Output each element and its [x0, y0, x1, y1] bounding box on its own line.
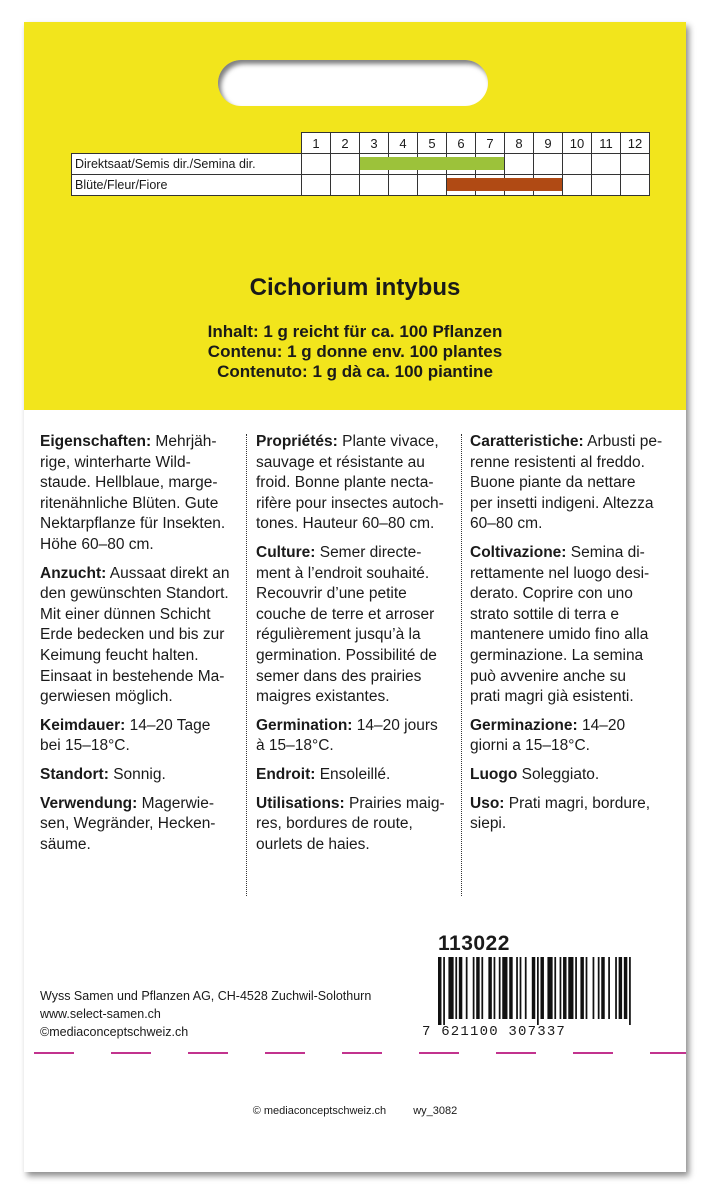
text-line	[40, 646, 252, 667]
section-text: Arbusti pe-	[583, 433, 663, 450]
company-address	[40, 987, 371, 1041]
text-line	[470, 814, 680, 835]
text-line	[470, 687, 680, 708]
section-text: Magerwie-	[137, 794, 214, 812]
section-text: sauvage et résistante au	[256, 453, 425, 471]
section-text: tones. Hauteur 60–80 cm.	[256, 515, 435, 533]
section-text: può avvenire anche su	[470, 667, 626, 685]
text-column-fr	[256, 432, 460, 863]
calendar-cell	[418, 175, 447, 196]
sowing-period-bar	[417, 157, 447, 170]
barcode-bar	[438, 957, 441, 1025]
section-text: Erde bedecken und bis zur	[40, 626, 225, 644]
section-text: Recouvrir d’une petite	[256, 585, 407, 603]
text-line	[40, 716, 252, 737]
company-name: Wyss Samen und Pflanzen AG, CH-4528 Zuchwil-Solothurn	[40, 989, 372, 1003]
sowing-calendar	[71, 132, 650, 196]
cut-dash	[419, 1052, 459, 1054]
barcode-bar	[488, 957, 491, 1019]
column-divider	[461, 434, 462, 896]
text-line	[256, 646, 460, 667]
text-line	[470, 432, 680, 453]
section-heading: Coltivazione:	[470, 543, 567, 561]
cut-dash	[496, 1052, 536, 1054]
cut-dash	[188, 1052, 228, 1054]
cut-dash	[111, 1052, 151, 1054]
calendar-cell	[447, 154, 476, 175]
section-text: Plante vivace,	[337, 433, 439, 450]
section-text: froid. Bonne plante necta-	[256, 474, 434, 492]
barcode	[438, 957, 636, 1025]
barcode-bar	[473, 957, 475, 1019]
calendar-cell	[505, 154, 534, 175]
section-text: ment à l’endroit souhaité.	[256, 564, 430, 582]
calendar-cell	[331, 175, 360, 196]
barcode-bar	[459, 957, 462, 1019]
section-text: ritenähnliche Blüten. Gute	[40, 494, 219, 512]
calendar-cell	[418, 154, 447, 175]
barcode-bar	[575, 957, 577, 1019]
flowering-period-bar	[447, 178, 476, 191]
section-text: mantenere umido fino alla	[470, 626, 649, 644]
footer-code: wy_3082	[413, 1105, 458, 1117]
section-heading: Luogo	[470, 765, 518, 783]
section-text: Semer directe-	[315, 543, 422, 561]
calendar-cell	[621, 175, 650, 196]
barcode-bar	[593, 957, 595, 1019]
sowing-period-bar	[475, 157, 504, 170]
text-line	[256, 716, 460, 737]
text-line	[40, 494, 252, 515]
text-line	[256, 473, 460, 494]
text-line	[256, 794, 460, 815]
section-text: per insetti indigeni. Altezza	[470, 494, 654, 512]
barcode-bar	[598, 957, 600, 1019]
text-line	[40, 584, 252, 605]
company-copyright: ©mediaconceptschweiz.ch	[40, 1025, 189, 1039]
text-column-de	[40, 432, 252, 863]
cut-dash	[34, 1052, 74, 1054]
month-header: 7	[476, 133, 505, 154]
sowing-period-bar	[388, 157, 418, 170]
article-number: 113022	[438, 932, 510, 955]
text-line	[470, 543, 680, 564]
yellow-header	[24, 22, 686, 410]
section-text: ourlets de haies.	[256, 835, 370, 853]
calendar-cell	[621, 154, 650, 175]
calendar-cell	[447, 175, 476, 196]
text-line	[256, 736, 460, 757]
section-text: säume.	[40, 835, 91, 853]
text-line	[256, 432, 460, 453]
section-text: rifère pour insectes autoch-	[256, 494, 444, 512]
section-heading: Germinazione:	[470, 716, 578, 734]
text-line	[470, 667, 680, 688]
barcode-bar	[443, 957, 445, 1025]
calendar-cell	[360, 175, 389, 196]
text-line	[470, 646, 680, 667]
barcode-bar	[532, 957, 535, 1019]
calendar-corner	[72, 133, 302, 154]
section-heading: Keimdauer:	[40, 716, 126, 734]
section-text: Semina di-	[566, 543, 645, 561]
month-header: 5	[418, 133, 447, 154]
barcode-bar	[554, 957, 556, 1019]
barcode-bar	[540, 957, 543, 1019]
barcode-bar	[509, 957, 512, 1019]
section-heading: Anzucht:	[40, 564, 107, 582]
month-header: 11	[592, 133, 621, 154]
month-header: 12	[621, 133, 650, 154]
barcode-bar	[619, 957, 622, 1019]
section-text: bei 15–18°C.	[40, 737, 130, 755]
section-text: Prati magri, bordure,	[504, 794, 651, 812]
section-heading: Caratteristiche:	[470, 433, 584, 450]
barcode-bar	[563, 957, 566, 1019]
section-text: giorni a 15–18°C.	[470, 737, 590, 755]
section-heading: Uso:	[470, 794, 505, 812]
text-line	[40, 535, 252, 556]
section-text: Buone piante da nettare	[470, 474, 636, 492]
barcode-bar	[476, 957, 479, 1019]
barcode-bar	[455, 957, 457, 1019]
text-line	[470, 564, 680, 585]
section-text: gerwiesen möglich.	[40, 688, 173, 706]
barcode-bar	[547, 957, 552, 1019]
cut-dash	[265, 1052, 305, 1054]
section-text: Einsaat in bestehende Ma-	[40, 667, 225, 685]
section-text: Prairies maig-	[344, 794, 445, 812]
section-text: germination. Possibilité de	[256, 646, 437, 664]
section-text: derato. Coprire con uno	[470, 585, 633, 603]
section-heading: Verwendung:	[40, 794, 138, 812]
section-heading: Propriétés:	[256, 433, 338, 450]
calendar-cell	[331, 154, 360, 175]
text-line	[470, 514, 680, 535]
text-line	[470, 494, 680, 515]
text-line	[470, 794, 680, 815]
section-text: à 15–18°C.	[256, 737, 334, 755]
section-text: rettamente nel luogo desi-	[470, 564, 650, 582]
section-text: maigres existantes.	[256, 688, 390, 706]
text-line	[40, 453, 252, 474]
barcode-bar	[608, 957, 610, 1019]
text-line	[40, 736, 252, 757]
text-line	[470, 453, 680, 474]
calendar-cell	[534, 175, 563, 196]
calendar-cell	[302, 154, 331, 175]
text-line	[470, 625, 680, 646]
text-line	[40, 794, 252, 815]
section-text: 14–20 jours	[352, 716, 438, 734]
text-line	[40, 514, 252, 535]
month-header: 8	[505, 133, 534, 154]
column-divider	[246, 434, 247, 896]
text-line	[256, 667, 460, 688]
section-heading: Standort:	[40, 765, 109, 783]
text-line	[470, 584, 680, 605]
text-line	[256, 765, 460, 786]
section-text: couche de terre et arroser	[256, 605, 435, 623]
section-text: 60–80 cm.	[470, 515, 543, 533]
section-text: Sonnig.	[108, 765, 166, 783]
barcode-bar	[537, 957, 539, 1025]
text-line	[470, 765, 680, 786]
section-text: siepi.	[470, 815, 507, 833]
barcode-bar	[586, 957, 588, 1019]
sowing-period-bar	[360, 157, 389, 170]
calendar-cell	[592, 154, 621, 175]
barcode-bar	[499, 957, 501, 1019]
section-text: 14–20 Tage	[125, 716, 211, 734]
section-text: strato sottile di terra e	[470, 605, 620, 623]
calendar-cell	[389, 175, 418, 196]
barcode-bar	[502, 957, 507, 1019]
text-line	[40, 765, 252, 786]
calendar-cell	[476, 154, 505, 175]
calendar-cell	[360, 154, 389, 175]
calendar-cell	[476, 175, 505, 196]
text-line	[470, 716, 680, 737]
species-title: Cichorium intybus	[249, 274, 461, 301]
barcode-bar	[516, 957, 518, 1019]
section-text: den gewünschten Standort.	[40, 585, 229, 603]
ean-number: 7 621100 307337	[422, 1024, 567, 1040]
text-line	[40, 564, 252, 585]
barcode-bar	[525, 957, 527, 1019]
section-text: Mit einer dünnen Schicht	[40, 605, 211, 623]
calendar-cell	[389, 154, 418, 175]
section-text: Aussaat direkt an	[106, 564, 230, 582]
content-de: Inhalt: 1 g reicht für ca. 100 Pflanzen	[207, 322, 503, 341]
flowering-period-bar	[504, 178, 534, 191]
section-text: staude. Hellblaue, marge-	[40, 474, 218, 492]
section-text: rige, winterharte Wild-	[40, 453, 191, 471]
barcode-bar	[615, 957, 617, 1019]
text-line	[256, 814, 460, 835]
content-fr: Contenu: 1 g donne env. 100 plantes	[207, 342, 503, 361]
month-header: 3	[360, 133, 389, 154]
text-line	[256, 494, 460, 515]
text-line	[256, 605, 460, 626]
section-text: sen, Wegränder, Hecken-	[40, 815, 216, 833]
section-text: 14–20	[577, 716, 626, 734]
section-heading: Culture:	[256, 543, 316, 561]
month-header: 1	[302, 133, 331, 154]
month-header: 10	[563, 133, 592, 154]
barcode-bar	[520, 957, 522, 1019]
flowering-period-bar	[533, 178, 562, 191]
section-text: Höhe 60–80 cm.	[40, 535, 154, 553]
text-column-it	[470, 432, 680, 843]
barcode-bar	[560, 957, 562, 1019]
calendar-cell	[563, 154, 592, 175]
section-text: prati magri già esistenti.	[470, 688, 634, 706]
month-header: 4	[389, 133, 418, 154]
barcode-bar	[601, 957, 604, 1019]
month-header: 9	[534, 133, 563, 154]
cut-dash	[650, 1052, 686, 1054]
section-heading: Endroit:	[256, 765, 316, 783]
barcode-bar	[466, 957, 468, 1019]
text-line	[40, 625, 252, 646]
text-line	[256, 564, 460, 585]
calendar-cell	[505, 175, 534, 196]
text-line	[40, 473, 252, 494]
text-line	[256, 584, 460, 605]
calendar-cell	[534, 154, 563, 175]
text-line	[470, 736, 680, 757]
text-line	[256, 543, 460, 564]
calendar-cell	[302, 175, 331, 196]
month-header: 2	[331, 133, 360, 154]
month-header: 6	[447, 133, 476, 154]
barcode-bar	[624, 957, 627, 1019]
calendar-row-label: Direktsaat/Semis dir./Semina dir.	[72, 154, 302, 175]
text-line	[40, 605, 252, 626]
hang-hole	[218, 60, 488, 106]
footer-copyright: © mediaconceptschweiz.ch	[252, 1105, 387, 1117]
text-line	[256, 687, 460, 708]
barcode-bar	[568, 957, 573, 1019]
section-text: res, bordures de route,	[256, 815, 413, 833]
text-line	[256, 514, 460, 535]
sowing-period-bar	[446, 157, 476, 170]
cut-dash	[573, 1052, 613, 1054]
section-text: Nektarpflanze für Insekten.	[40, 515, 226, 533]
section-text: semer dans des prairies	[256, 667, 422, 685]
text-line	[40, 835, 252, 856]
text-line	[256, 625, 460, 646]
seed-packet-back	[24, 22, 686, 1172]
footer	[24, 1105, 686, 1117]
section-heading: Utilisations:	[256, 794, 345, 812]
section-heading: Eigenschaften:	[40, 433, 152, 450]
barcode-bar	[448, 957, 453, 1019]
company-website: www.select-samen.ch	[40, 1007, 161, 1021]
barcode-bar	[481, 957, 483, 1019]
text-line	[40, 432, 252, 453]
text-line	[40, 667, 252, 688]
section-text: renne resistenti al freddo.	[470, 453, 645, 471]
text-line	[40, 814, 252, 835]
flowering-period-bar	[475, 178, 505, 191]
barcode-bar	[629, 957, 631, 1025]
content-it: Contenuto: 1 g dà ca. 100 piantine	[217, 362, 493, 381]
barcode-bar	[494, 957, 496, 1019]
section-text: Keimung feucht halten.	[40, 646, 199, 664]
barcode-bar	[580, 957, 583, 1019]
text-line	[256, 835, 460, 856]
calendar-cell	[592, 175, 621, 196]
section-text: germinazione. La semina	[470, 646, 644, 664]
cut-line	[24, 1052, 686, 1056]
section-text: Soleggiato.	[517, 765, 600, 783]
section-text: Mehrjäh-	[151, 433, 217, 450]
text-line	[40, 687, 252, 708]
calendar-row-label: Blüte/Fleur/Fiore	[72, 175, 302, 196]
section-text: Ensoleillé.	[315, 765, 391, 783]
calendar-cell	[563, 175, 592, 196]
section-heading: Germination:	[256, 716, 353, 734]
text-line	[256, 453, 460, 474]
text-line	[470, 605, 680, 626]
cut-dash	[342, 1052, 382, 1054]
section-text: régulièrement jusqu’à la	[256, 626, 421, 644]
text-line	[470, 473, 680, 494]
